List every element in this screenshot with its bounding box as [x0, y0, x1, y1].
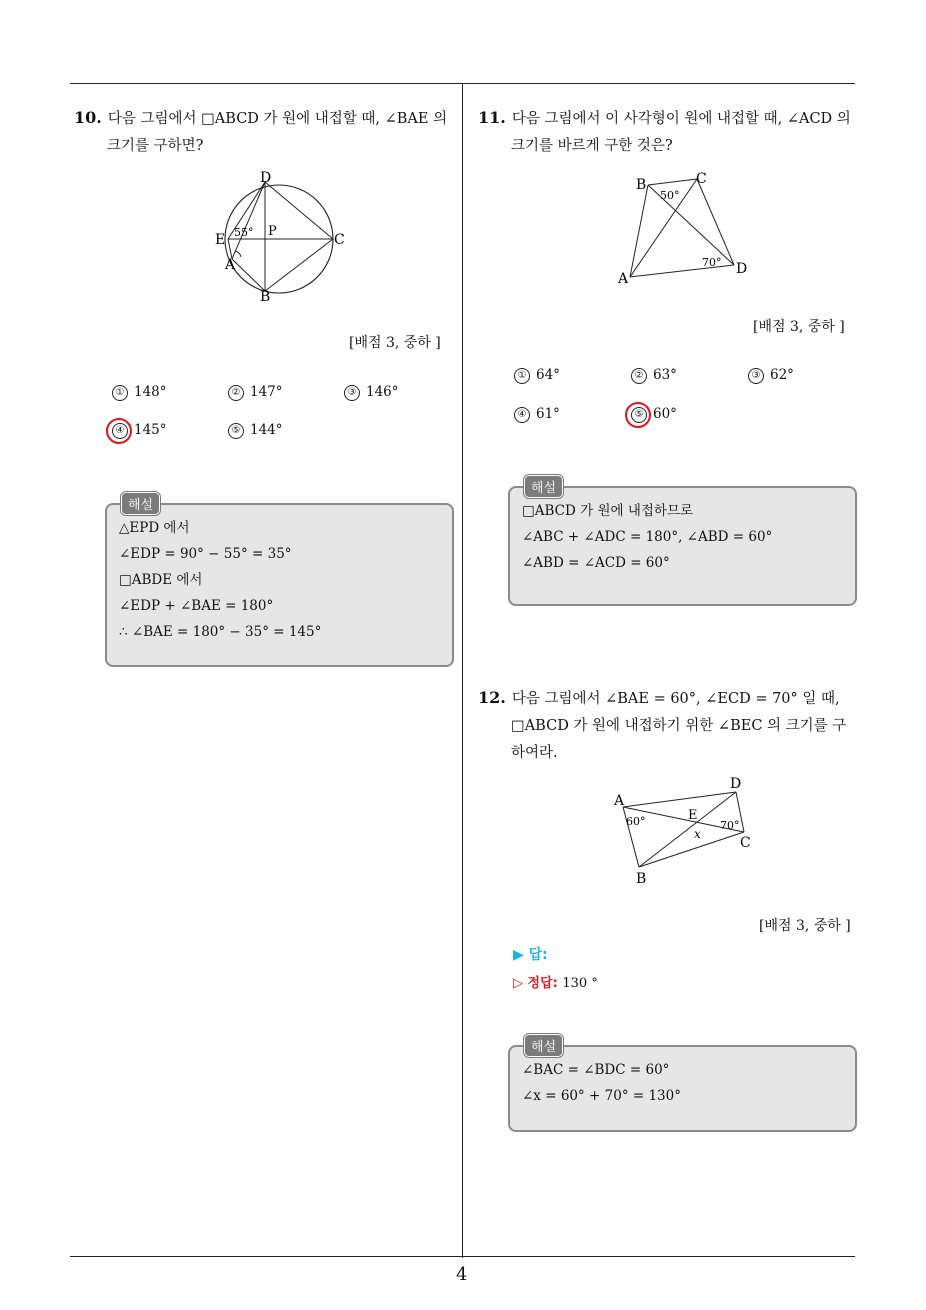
explanation-tag: 해설 [524, 1034, 563, 1057]
question-text-line2: 크기를 바르게 구한 것은? [511, 138, 673, 154]
q10-figure [210, 165, 350, 305]
q11-choice-3[interactable] [748, 367, 794, 384]
segment-ba [232, 259, 265, 291]
question-text-line2: 크기를 구하면? [107, 138, 204, 154]
choice-text: 63° [653, 367, 677, 383]
explanation-line: □ABCD 가 원에 내접하므로 [522, 503, 694, 519]
explanation-tag: 해설 [524, 475, 563, 498]
explanation-line: ∠EDP + ∠BAE = 180° [119, 598, 274, 614]
answer-circle-mark [625, 402, 651, 428]
choice-text: 146° [366, 384, 399, 400]
q11-choice-4[interactable] [514, 406, 560, 423]
choice-text: 64° [536, 367, 560, 383]
q12-score: [배점 3, 중하 ] [759, 918, 851, 934]
choice-mark: ① [112, 385, 128, 401]
explanation-line: ∠x = 60° + 70° = 130° [522, 1088, 681, 1104]
question-number: 11. [478, 108, 506, 127]
explanation-line: ∠ABD = ∠ACD = 60° [522, 555, 670, 571]
q10-explanation-box [105, 503, 454, 667]
explanation-line: ∠ABC + ∠ADC = 180°, ∠ABD = 60° [522, 529, 773, 545]
segment-cb [265, 239, 333, 291]
choice-text: 145° [134, 422, 167, 438]
question-11 [478, 104, 862, 160]
choice-text: 144° [250, 422, 283, 438]
choice-mark: ③ [748, 368, 764, 384]
explanation-line: □ABDE 에서 [119, 572, 203, 588]
q11-score: [배점 3, 중하 ] [753, 319, 845, 335]
q12-figure [608, 772, 758, 892]
column-divider [462, 83, 463, 1258]
label-d: D [730, 776, 742, 792]
question-text-line3: 하여라. [511, 745, 558, 761]
segment-cd [697, 179, 734, 265]
answer-circle-mark [106, 418, 132, 444]
question-text-line1: 다음 그림에서 이 사각형이 원에 내접할 때, ∠ACD 의 [511, 111, 851, 127]
segment-ad [232, 182, 265, 259]
q11-choice-1[interactable] [514, 367, 560, 384]
choice-text: 61° [536, 406, 560, 422]
choice-mark: ⑤ [228, 423, 244, 439]
label-b: B [260, 289, 271, 305]
question-text-line2: □ABCD 가 원에 내접하기 위한 ∠BEC 의 크기를 구 [511, 718, 847, 734]
question-number: 10. [74, 108, 102, 127]
label-d: D [736, 261, 748, 277]
page-number: 4 [456, 1264, 468, 1285]
label-x: x [694, 827, 701, 841]
label-angle2: 70° [720, 819, 740, 832]
question-number: 12. [478, 688, 506, 707]
label-angle1: 50° [660, 189, 680, 202]
label-p: P [268, 224, 277, 239]
label-c: C [696, 171, 707, 187]
segment-cb [639, 832, 744, 867]
answer-label: ▶ 답: [513, 947, 548, 963]
bottom-rule [70, 1256, 855, 1257]
choice-text: 62° [770, 367, 794, 383]
choice-mark: ④ [112, 423, 128, 439]
label-e: E [215, 232, 226, 248]
question-12 [478, 684, 862, 767]
q10-choice-2[interactable] [228, 384, 283, 401]
label-a: A [225, 257, 236, 273]
label-c: C [334, 232, 345, 248]
segment-bc [648, 179, 697, 185]
q10-choice-1[interactable] [112, 384, 167, 401]
explanation-line: △EPD 에서 [119, 520, 190, 536]
question-text-line1: 다음 그림에서 □ABCD 가 원에 내접할 때, ∠BAE 의 [107, 111, 448, 127]
label-b: B [636, 177, 647, 193]
label-angle: 55° [234, 226, 254, 239]
label-a: A [614, 793, 625, 809]
choice-mark: ④ [514, 407, 530, 423]
choice-mark: ② [228, 385, 244, 401]
label-b: B [636, 871, 647, 887]
correct-label: ▷ 정답: [513, 976, 558, 991]
label-d: D [260, 170, 272, 186]
choice-mark: ② [631, 368, 647, 384]
correct-value: 130 ° [562, 976, 598, 991]
q10-choice-5[interactable] [228, 422, 283, 439]
choice-mark: ① [514, 368, 530, 384]
choice-text: 147° [250, 384, 283, 400]
segment-ae [228, 239, 232, 259]
explanation-line: ∴ ∠BAE = 180° − 35° = 145° [119, 624, 322, 640]
q12-explanation-box [508, 1045, 857, 1132]
q10-choice-3[interactable] [344, 384, 399, 401]
q11-choice-2[interactable] [631, 367, 677, 384]
label-angle2: 70° [702, 256, 722, 269]
explanation-tag: 해설 [121, 492, 160, 515]
correct-answer [513, 972, 598, 991]
q11-explanation-box [508, 486, 857, 606]
label-a: A [618, 271, 629, 287]
question-text-line1: 다음 그림에서 ∠BAE = 60°, ∠ECD = 70° 일 때, [511, 691, 840, 707]
label-c: C [740, 835, 751, 851]
label-angle1: 60° [626, 815, 646, 828]
explanation-line: ∠BAC = ∠BDC = 60° [522, 1062, 670, 1078]
angle-arc-a [235, 251, 241, 257]
label-e: E [688, 808, 698, 823]
q10-score: [배점 3, 중하 ] [349, 335, 441, 351]
choice-text: 60° [653, 406, 677, 422]
choice-text: 148° [134, 384, 167, 400]
choice-mark: ⑤ [631, 407, 647, 423]
explanation-line: ∠EDP = 90° − 55° = 35° [119, 546, 292, 562]
question-10 [74, 104, 460, 160]
choice-mark: ③ [344, 385, 360, 401]
q11-figure [610, 165, 760, 290]
